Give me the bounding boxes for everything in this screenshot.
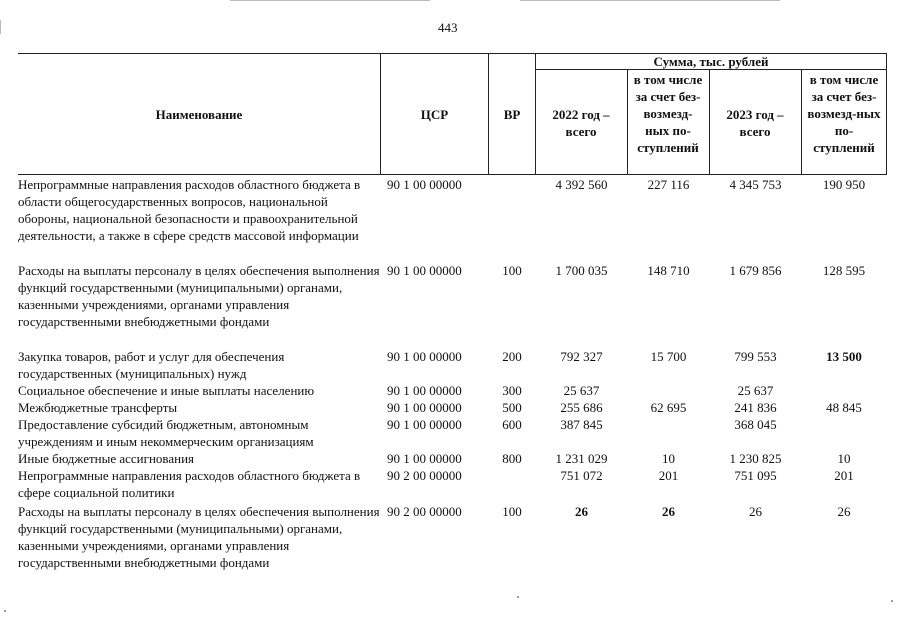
row-csr: 90 1 00 00000 bbox=[387, 400, 462, 415]
row-f-2023: 190 950 bbox=[822, 177, 866, 192]
row-name: Расходы на выплаты персоналу в целях обеспечения выполнения функций государственными (муниципальными) органами, казенными учреждениями, органами управления государственными внебюджетными фондами bbox=[18, 263, 380, 329]
row-name: Непрограммные направления расходов областного бюджета в области общегосударственных вопросов, национальной обороны, национальной безопасности и правоохранительной деятельности, а также в сфере средств массовой информации bbox=[18, 177, 361, 243]
col-divider bbox=[709, 69, 710, 175]
scan-dot bbox=[4, 610, 6, 612]
row-name: Расходы на выплаты персоналу в целях обеспечения выполнения функций государственными (муниципальными) органами, казенными учреждениями, органами управления государственными внебюджетными фондами bbox=[18, 504, 380, 570]
row-name: Социальное обеспечение и иные выплаты населению bbox=[18, 383, 315, 398]
header-sum-group: Сумма, тыс. рублей bbox=[653, 54, 769, 69]
row-vr: 300 bbox=[502, 383, 522, 398]
row-v-2022: 4 392 560 bbox=[555, 177, 608, 192]
scan-edge-line bbox=[520, 0, 780, 1]
table-right-border bbox=[886, 53, 887, 175]
row-v-2022: 1 231 029 bbox=[555, 451, 608, 466]
row-v-2022: 751 072 bbox=[560, 468, 603, 483]
row-v-2023: 799 553 bbox=[734, 349, 777, 364]
row-vr: 100 bbox=[502, 263, 522, 278]
row-f-2022: 10 bbox=[662, 451, 675, 466]
scan-dot bbox=[517, 596, 519, 598]
row-f-2022: 148 710 bbox=[647, 263, 690, 278]
header-2022-total: 2022 год – всего bbox=[552, 107, 610, 139]
row-v-2022: 387 845 bbox=[560, 417, 603, 432]
row-csr: 90 2 00 00000 bbox=[387, 468, 462, 483]
row-f-2023: 26 bbox=[837, 504, 851, 519]
row-name: Иные бюджетные ассигнования bbox=[18, 451, 195, 466]
row-f-2022: 227 116 bbox=[647, 177, 690, 192]
row-v-2023: 368 045 bbox=[734, 417, 777, 432]
header-2023-total: 2023 год – всего bbox=[726, 107, 784, 139]
header-2022-free: в том числе за счет без-возмезд-ных по-ступлений bbox=[633, 72, 703, 155]
row-v-2022: 1 700 035 bbox=[555, 263, 608, 278]
header-name: Наименование bbox=[155, 107, 243, 122]
row-v-2022: 25 637 bbox=[563, 383, 600, 398]
row-f-2023: 10 bbox=[837, 451, 851, 466]
row-name: Непрограммные направления расходов областного бюджета в сфере социальной политики bbox=[18, 468, 361, 500]
scan-edge-line bbox=[0, 20, 1, 34]
col-divider bbox=[627, 69, 628, 175]
row-f-2023: 201 bbox=[834, 468, 854, 483]
col-divider bbox=[535, 53, 536, 175]
row-v-2022: 26 bbox=[575, 504, 588, 519]
row-csr: 90 2 00 00000 bbox=[387, 504, 462, 519]
row-v-2022: 792 327 bbox=[560, 349, 603, 364]
row-csr: 90 1 00 00000 bbox=[387, 263, 462, 278]
header-2023-free: в том числе за счет без-возмезд-ных по-ступлений bbox=[807, 72, 881, 155]
row-f-2022: 26 bbox=[662, 504, 675, 519]
row-csr: 90 1 00 00000 bbox=[387, 417, 462, 432]
header-vr: ВР bbox=[503, 107, 521, 122]
row-name: Закупка товаров, работ и услуг для обеспечения государственных (муниципальных) нужд bbox=[18, 349, 285, 381]
row-vr: 200 bbox=[502, 349, 522, 364]
row-csr: 90 1 00 00000 bbox=[387, 177, 462, 192]
row-f-2022: 15 700 bbox=[650, 349, 687, 364]
row-v-2023: 4 345 753 bbox=[729, 177, 782, 192]
row-vr: 100 bbox=[502, 504, 522, 519]
row-csr: 90 1 00 00000 bbox=[387, 383, 462, 398]
row-vr: 600 bbox=[502, 417, 522, 432]
row-v-2023: 1 679 856 bbox=[729, 263, 782, 278]
row-v-2022: 255 686 bbox=[560, 400, 603, 415]
row-csr: 90 1 00 00000 bbox=[387, 451, 462, 466]
row-v-2023: 751 095 bbox=[734, 468, 777, 483]
page-number: 443 bbox=[438, 20, 458, 35]
row-v-2023: 26 bbox=[749, 504, 762, 519]
row-f-2022: 62 695 bbox=[650, 400, 687, 415]
row-csr: 90 1 00 00000 bbox=[387, 349, 462, 364]
scan-dot bbox=[891, 600, 893, 602]
row-f-2023: 48 845 bbox=[826, 400, 862, 415]
header-csr: ЦСР bbox=[420, 107, 449, 122]
scan-edge-line bbox=[230, 0, 430, 1]
header-bottom-border bbox=[18, 174, 886, 175]
col-divider bbox=[801, 69, 802, 175]
row-v-2023: 25 637 bbox=[737, 383, 774, 398]
row-f-2023: 13 500 bbox=[826, 349, 862, 364]
row-vr: 500 bbox=[502, 400, 522, 415]
row-name: Предоставление субсидий бюджетным, автономным учреждениям и иным некоммерческим организациям bbox=[18, 417, 314, 449]
row-f-2022: 201 bbox=[658, 468, 679, 483]
row-v-2023: 1 230 825 bbox=[729, 451, 782, 466]
row-f-2023: 128 595 bbox=[822, 263, 866, 278]
row-v-2023: 241 836 bbox=[734, 400, 777, 415]
row-name: Межбюджетные трансферты bbox=[18, 400, 178, 415]
row-vr: 800 bbox=[502, 451, 522, 466]
